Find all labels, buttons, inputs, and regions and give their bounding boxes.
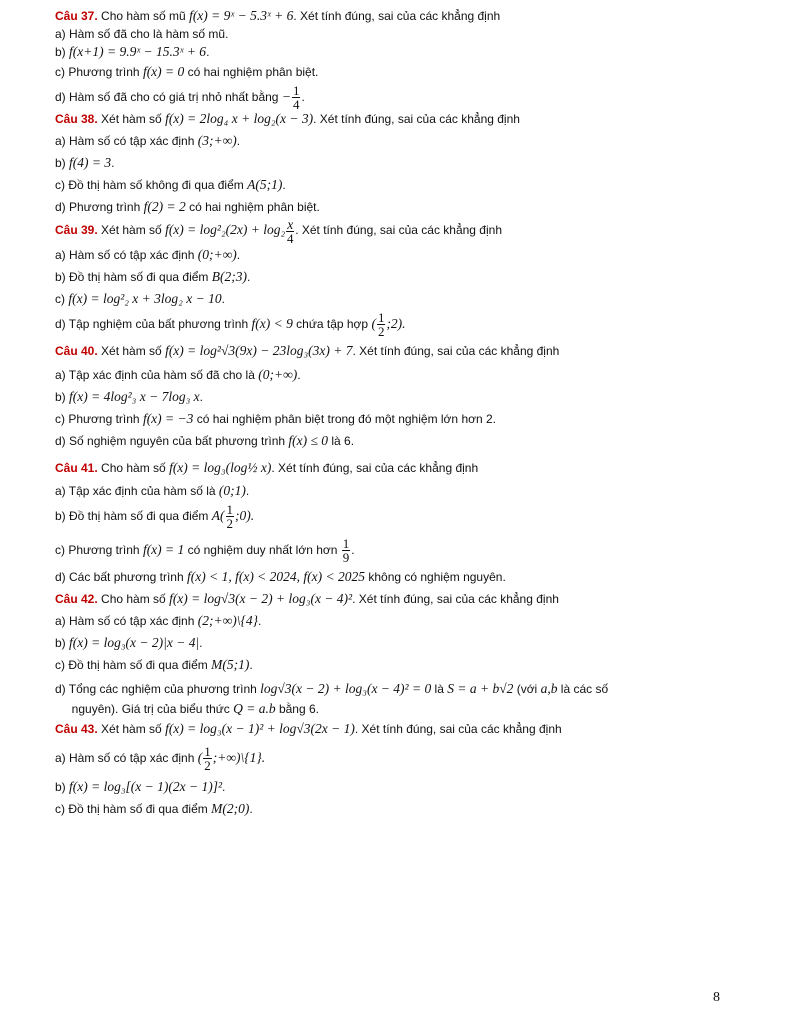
text: a) Tập xác định của hàm số đã cho là [55, 367, 259, 382]
text: b) Đồ thị hàm số đi qua điểm [55, 508, 212, 523]
text: a) Hàm số có tập xác định [55, 134, 198, 149]
math: B(2;3) [211, 268, 247, 284]
text: chứa tập hợp [292, 316, 372, 331]
numerator: 1 [292, 83, 300, 99]
text: a) Hàm số có tập xác định [55, 247, 198, 262]
text: . [301, 90, 305, 104]
text: b) Đồ thị hàm số đi qua điểm [55, 269, 212, 284]
text: . Xét tính đúng, sai của các khẳng định [352, 591, 559, 606]
math: f(x) = log√3(x − 2) + log₃(x − 4)² [169, 590, 353, 606]
math: f(x) = −3 [142, 410, 194, 426]
text: c) Phương trình [55, 65, 143, 79]
text: . Xét tính đúng, sai của các khẳng định [271, 460, 479, 475]
math: M(5;1) [211, 656, 250, 672]
text: d) Tập nghiệm của bất phương trình [55, 316, 252, 331]
math: − [281, 89, 291, 104]
question-label: Câu 37. [55, 9, 98, 23]
question-40-title [55, 343, 745, 359]
statement [55, 26, 745, 42]
text: có hai nghiệm phân biệt trong đó một nghiệm lớn hơn 2. [193, 411, 496, 426]
statement [55, 307, 745, 341]
fraction [203, 745, 212, 772]
text: c) Đồ thị hàm số đi qua điểm [55, 801, 212, 816]
statement [55, 247, 745, 263]
fraction [286, 218, 294, 245]
text: Xét hàm số [97, 721, 166, 736]
fraction [342, 537, 351, 564]
text: có hai nghiệm phân biệt. [184, 65, 319, 79]
text: Xét hàm số [97, 112, 166, 127]
statement [55, 199, 745, 215]
math: A(5;1) [247, 177, 283, 193]
math: ;0). [235, 507, 255, 523]
text: c) Phương trình [55, 542, 143, 557]
text: . [297, 367, 301, 382]
math: A( [211, 507, 225, 523]
text: không có nghiệm nguyên. [365, 569, 506, 584]
text: . Xét tính đúng, sai của các khẳng định [354, 721, 562, 736]
text: b) [55, 156, 70, 171]
statement [55, 569, 745, 585]
text: Xét hàm số [97, 343, 166, 358]
text: Xét hàm số [97, 223, 166, 238]
text: Cho hàm số [97, 591, 170, 606]
statement [55, 84, 745, 111]
text: c) Đồ thị hàm số không đi qua điểm [55, 178, 248, 193]
text: . [245, 483, 250, 498]
numerator: 1 [204, 743, 211, 759]
math: f(x) = 1 [142, 541, 185, 557]
math: M(2;0) [211, 800, 250, 816]
text: . [282, 178, 286, 193]
statement [55, 44, 745, 60]
question-label: Câu 38. [55, 112, 98, 127]
text: d) Số nghiệm nguyên của bất phương trình [55, 433, 289, 448]
statement [55, 483, 745, 499]
text: a) Hàm số có tập xác định [55, 613, 198, 628]
statement [55, 635, 745, 651]
math: f(x) = log²₂ x + 3log₂ x − 10 [68, 290, 222, 306]
question-42-title [55, 591, 745, 607]
text: . Xét tính đúng, sai của các khẳng định [313, 112, 520, 127]
math: log√3(x − 2) + log₃(x − 4)² = 0 [260, 680, 432, 696]
page-number: 8 [713, 990, 720, 1005]
numerator: 1 [226, 501, 233, 517]
text: là các số [557, 681, 609, 696]
text: . Xét tính đúng, sai của các khẳng định [295, 223, 502, 238]
question-39-title [55, 217, 745, 244]
statement [55, 499, 745, 533]
text: a) Hàm số có tập xác định [55, 750, 198, 765]
text: . [199, 389, 203, 404]
text: a) Tập xác định của hàm số là [55, 483, 219, 498]
fraction [292, 84, 301, 111]
statement [55, 701, 745, 717]
math: f(x) = 0 [142, 64, 185, 79]
math: (0;+∞) [258, 366, 298, 382]
math: f(x) = 9ˣ − 5.3ˣ + 6 [189, 8, 294, 23]
statement [55, 657, 745, 673]
math: (3;+∞) [197, 133, 237, 149]
math: f(2) = 2 [143, 199, 186, 215]
question-label: Câu 41. [55, 460, 98, 475]
math: f(x) ≤ 0 [288, 432, 329, 448]
question-38-title [55, 111, 745, 127]
statement [55, 613, 745, 629]
math: f(x) = log₃(x − 2)|x − 4| [69, 634, 200, 650]
statement [55, 533, 745, 567]
text: . [111, 156, 115, 171]
math: f(x) = log₃(log½ x) [169, 459, 272, 475]
statement [55, 433, 745, 449]
math: f(x) = 4log²₃ x − 7log₃ x [69, 388, 200, 404]
statement [55, 741, 745, 775]
denominator: 4 [286, 230, 294, 246]
text: có hai nghiệm phân biệt. [185, 200, 320, 215]
text: c) Phương trình [55, 411, 143, 426]
question-label: Câu 39. [55, 223, 98, 238]
statement [55, 411, 745, 427]
text: b) [55, 45, 70, 59]
text: b) [55, 779, 70, 794]
math: (0;1) [218, 482, 246, 498]
text: . Xét tính đúng, sai của các khẳng định [293, 9, 501, 23]
numerator: 1 [377, 309, 385, 325]
text: . [236, 247, 241, 262]
statement [55, 269, 745, 285]
math: f(4) = 3 [69, 155, 112, 171]
math: Q = a.b [233, 700, 276, 716]
math: f(x) = log₃[(x − 1)(2x − 1)]² [69, 778, 223, 794]
statement [55, 155, 745, 171]
math: f(x+1) = 9.9ˣ − 15.3ˣ + 6 [69, 44, 207, 59]
question-label: Câu 40. [55, 343, 98, 358]
question-label: Câu 42. [55, 591, 98, 606]
text: . [351, 542, 355, 557]
text: a) Hàm số đã cho là hàm số mũ. [55, 27, 229, 41]
denominator: 2 [204, 757, 211, 773]
statement [55, 367, 745, 383]
fraction [377, 311, 386, 338]
text: c) Đồ thị hàm số đi qua điểm [55, 657, 212, 672]
text: Cho hàm số mũ [97, 9, 190, 23]
math: f(x) = log₃(x − 1)² + log√3(2x − 1) [165, 720, 355, 736]
text: . [249, 801, 253, 816]
denominator: 2 [226, 515, 233, 531]
statement [55, 801, 745, 817]
text: nguyên). Giá trị của biểu thức [55, 701, 234, 716]
denominator: 9 [342, 549, 350, 565]
text: (với [513, 681, 541, 696]
math: ;+∞)\{1}. [212, 749, 266, 765]
text: . Xét tính đúng, sai của các khẳng định [352, 343, 560, 358]
question-43-title [55, 721, 745, 737]
fraction [226, 503, 235, 530]
text: là 6. [328, 433, 355, 448]
math: f(x) = 2log₄ x + log₂(x − 3) [165, 111, 314, 127]
statement [55, 291, 745, 307]
text: . [221, 291, 225, 306]
math: (2;+∞)\{4} [197, 612, 259, 628]
text: là [431, 681, 448, 696]
text: d) Phương trình [55, 200, 144, 215]
text: . [249, 657, 253, 672]
math: a,b [540, 680, 558, 696]
text: . [199, 635, 203, 650]
denominator: 4 [292, 97, 300, 113]
text: có nghiệm duy nhất lớn hơn [184, 542, 341, 557]
text: d) Các bất phương trình [55, 569, 187, 584]
statement [55, 64, 745, 80]
text: . [206, 45, 210, 59]
math: ( [197, 749, 203, 765]
text: Cho hàm số [97, 460, 170, 475]
text: bằng 6. [275, 701, 319, 716]
denominator: 2 [377, 323, 385, 339]
question-37-title [55, 8, 745, 24]
statement [55, 779, 745, 795]
statement [55, 389, 745, 405]
numerator: x [287, 216, 294, 232]
text: . [236, 134, 241, 149]
math: f(x) = log²√3(9x) − 23log₃(3x) + 7 [165, 342, 353, 358]
question-label: Câu 43. [55, 721, 98, 736]
text: c) [55, 291, 69, 306]
math: f(x) < 1, f(x) < 2024, f(x) < 2025 [186, 568, 366, 584]
statement [55, 133, 745, 149]
question-41-title [55, 455, 745, 481]
math: (0;+∞) [197, 246, 237, 262]
math: S = a + b√2 [447, 680, 514, 696]
page-content [55, 8, 745, 816]
text: b) [55, 635, 70, 650]
numerator: 1 [342, 535, 350, 551]
math: ;2). [386, 315, 406, 331]
statement [55, 681, 745, 697]
text: . [258, 613, 262, 628]
text: . [246, 269, 251, 284]
text: d) Tổng các nghiệm của phương trình [55, 681, 261, 696]
text: . [222, 779, 226, 794]
statement [55, 177, 745, 193]
math: ( [371, 315, 376, 331]
text: b) [55, 389, 70, 404]
text: d) Hàm số đã cho có giá trị nhỏ nhất bằng [55, 90, 282, 104]
math: f(x) = log²₂(2x) + log₂ [165, 222, 286, 238]
math: f(x) < 9 [251, 315, 293, 331]
